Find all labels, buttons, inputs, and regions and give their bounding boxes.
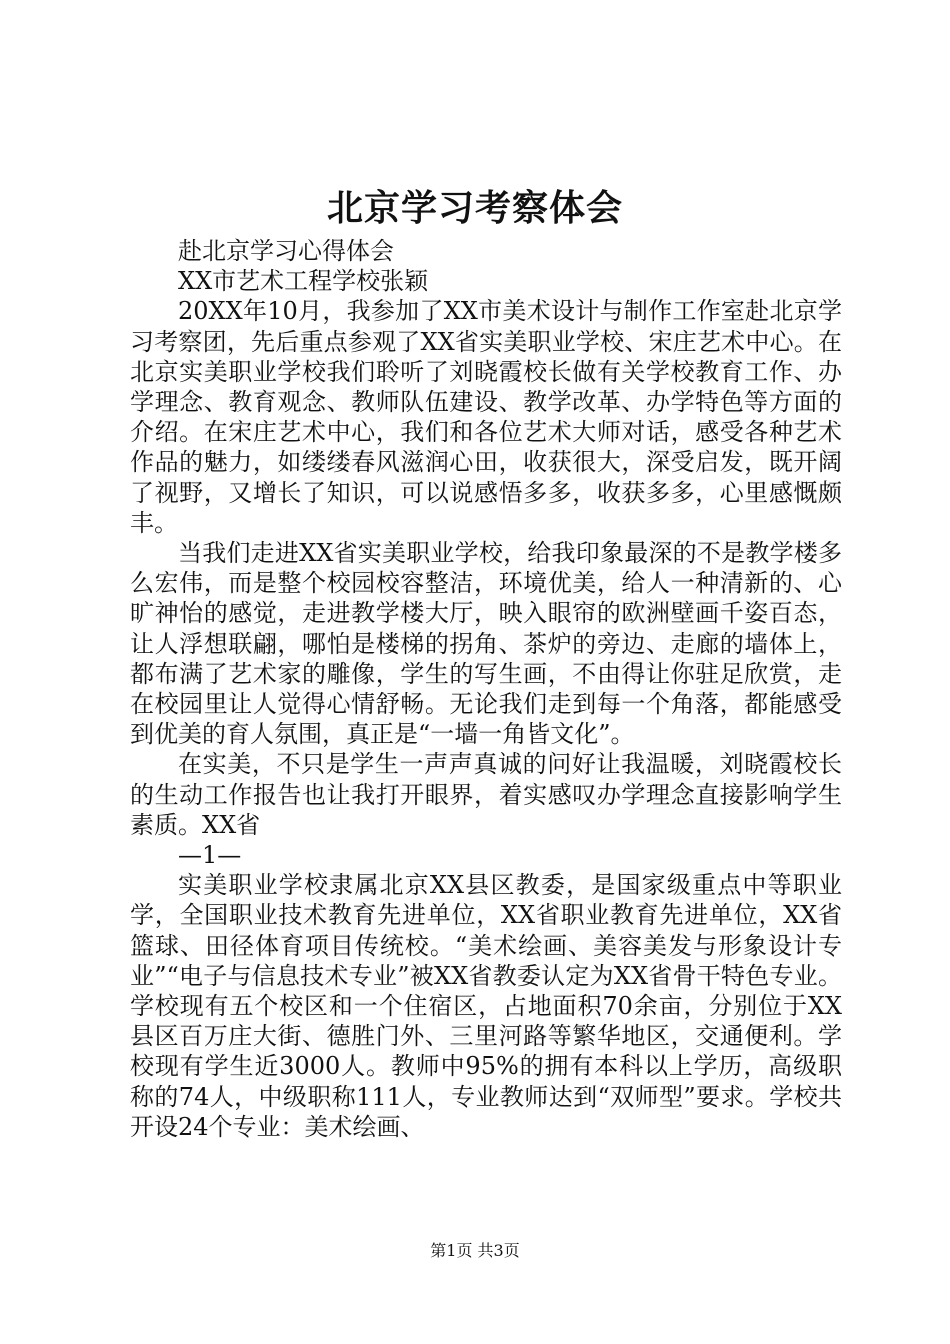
subtitle: 赴北京学习心得体会: [178, 237, 394, 265]
paragraph-4: 实美职业学校隶属北京XX县区教委，是国家级重点中等职业学，全国职业技术教育先进单位，XX省职业教育先进单位，XX省篮球、田径体育项目传统校。“美术绘画、美容美发与形象设计专业”“电子与信息技术专业”被XX省教委认定为XX省骨干特色专业。学校现有五个校区和一个住宿区，占地面积70余亩，分别位于XX县区百万庄大街、德胜门外、三里河路等繁华地区，交通便利。学校现有学生近3000人。教师中95%的拥有本科以上学历，高级职称的74人，中级职称111人，专业教师达到“双师型”要求。学校共开设24个专业：美术绘画、: [130, 871, 842, 1141]
paragraph-1: 20XX年10月，我参加了XX市美术设计与制作工作室赴北京学习考察团，先后重点参观了XX省实美职业学校、宋庄艺术中心。在北京实美职业学校我们聆听了刘晓霞校长做有关学校教育工作、办学理念、教育观念、教师队伍建设、教学改革、办学特色等方面的介绍。在宋庄艺术中心，我们和各位艺术大师对话，感受各种艺术作品的魅力，如缕缕春风滋润心田，收获很大，深受启发，既开阔了视野，又增长了知识，可以说感悟多多，收获多多，心里感慨颇丰。: [130, 297, 842, 537]
paragraph-2: 当我们走进XX省实美职业学校，给我印象最深的不是教学楼多么宏伟，而是整个校园校容整洁，环境优美，给人一种清新的、心旷神怡的感觉，走进教学楼大厅，映入眼帘的欧洲壁画千姿百态，让人浮想联翩，哪怕是楼梯的拐角、茶炉的旁边、走廊的墙体上，都布满了艺术家的雕像，学生的写生画，不由得让你驻足欣赏，走在校园里让人觉得心情舒畅。无论我们走到每一个角落，都能感受到优美的育人氛围，真正是“一墙一角皆文化”。: [130, 539, 842, 749]
page-footer: 第1页 共3页: [430, 1241, 520, 1260]
paragraph-3: 在实美，不只是学生一声声真诚的问好让我温暖，刘晓霞校长的生动工作报告也让我打开眼界，着实感叹办学理念直接影响学生素质。XX省: [130, 750, 842, 839]
author-line: XX市艺术工程学校张颖: [178, 267, 429, 296]
document-title: 北京学习考察体会: [326, 187, 623, 229]
page-marker: —1—: [178, 841, 242, 870]
document-body: [130, 236, 842, 1142]
